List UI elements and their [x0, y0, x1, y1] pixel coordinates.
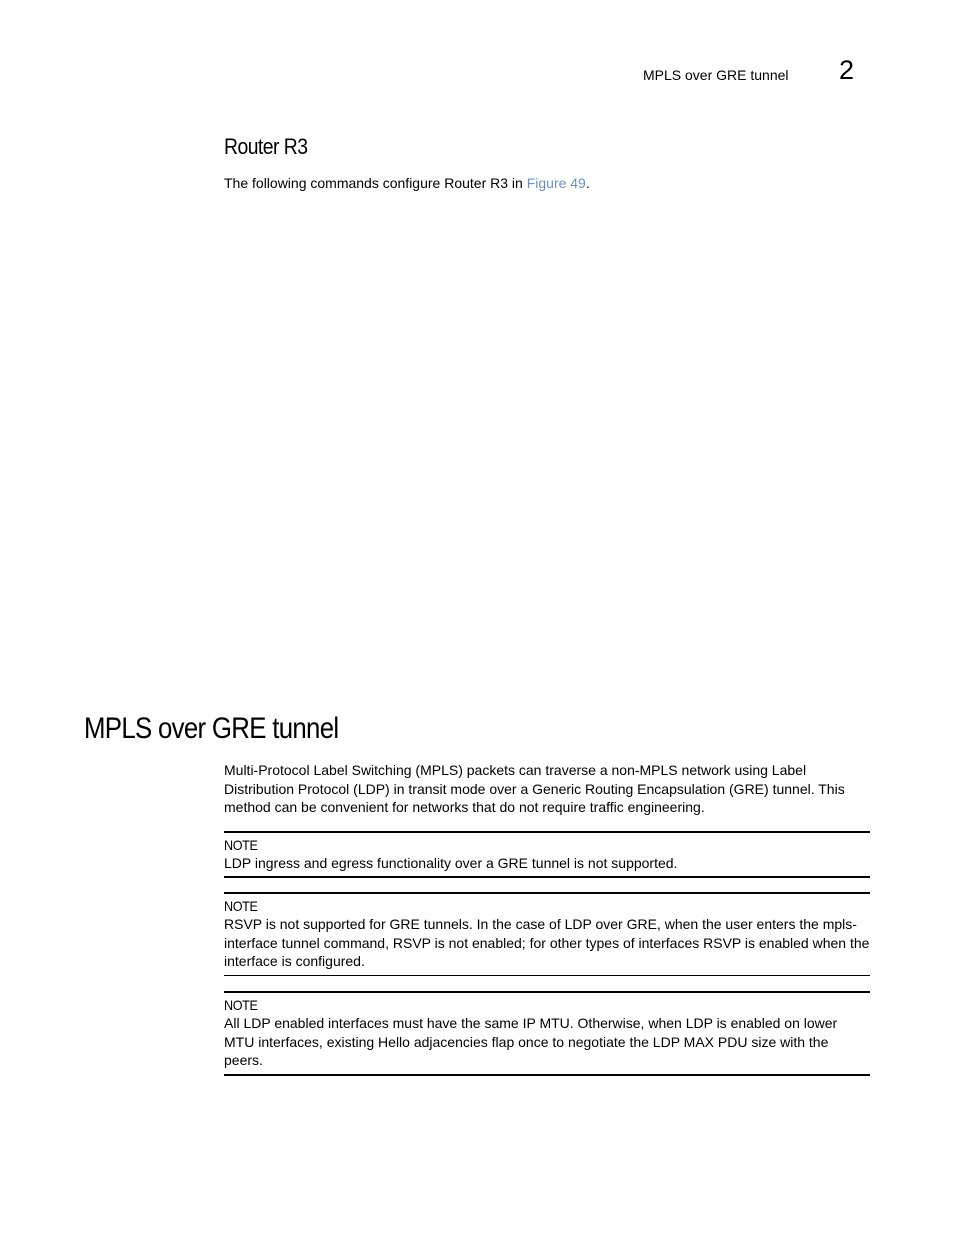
router-r3-intro	[224, 174, 590, 192]
intro-period: .	[585, 175, 590, 191]
note-text: LDP ingress and egress functionality over a GRE tunnel is not supported.	[224, 855, 678, 871]
intro-text: The following commands configure Router R3 in	[224, 175, 527, 191]
note-text: All LDP enabled interfaces must have the same IP MTU. Otherwise, when LDP is enabled on lower MTU interfaces, existing Hello adjacencies flap once to negotiate the LDP MAX PDU size with the peers.	[224, 1015, 838, 1069]
section-title: MPLS over GRE tunnel	[84, 712, 339, 745]
note-label: NOTE	[224, 898, 258, 914]
chapter-number: 2	[839, 55, 855, 85]
note-box	[224, 892, 870, 976]
note-label: NOTE	[224, 837, 258, 853]
section-paragraph: Multi-Protocol Label Switching (MPLS) packets can traverse a non-MPLS network using Label Distribution Protocol (LDP) in transit mode over a Generic Routing Encapsulation (GRE) tunnel. This method can be convenient for networks that do not require traffic engineering.	[224, 762, 845, 816]
note-box	[224, 991, 870, 1076]
figure-49-link[interactable]: Figure 49	[526, 175, 586, 191]
note-box	[224, 831, 870, 878]
router-r3-heading: Router R3	[224, 134, 308, 159]
note-text: RSVP is not supported for GRE tunnels. In the case of LDP over GRE, when the user enters the mpls-interface tunnel command, RSVP is not enabled; for other types of interfaces RSVP is enabled when the interface is configured.	[224, 916, 870, 970]
running-header-title: MPLS over GRE tunnel	[643, 67, 789, 83]
note-label: NOTE	[224, 997, 258, 1013]
